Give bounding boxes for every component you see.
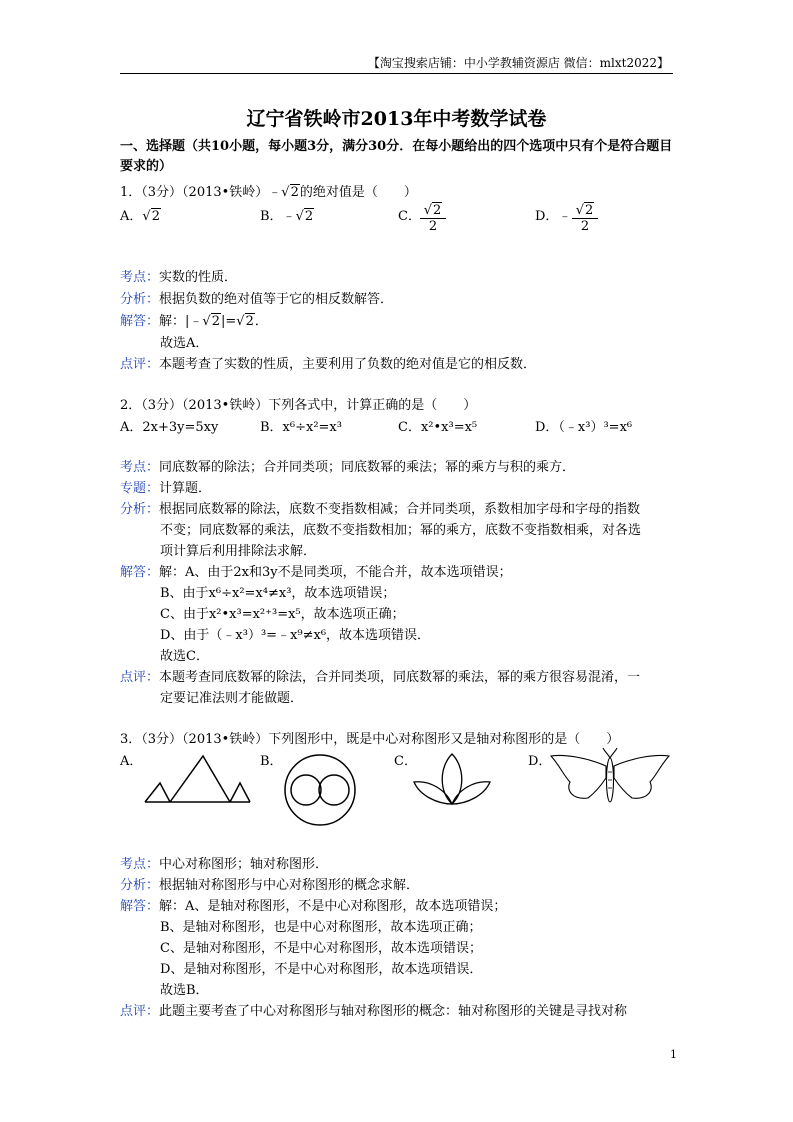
q1-option-b: B．﹣√2 (260, 209, 314, 224)
q2-jieda-line-4: D、由于（﹣x³）³=﹣x⁹≠x⁶，故本选项错误． (160, 628, 431, 643)
q3-figure-d-butterfly (548, 744, 673, 812)
q1-stem-radicand: 2 (290, 185, 299, 200)
q3-stem: 3．（3分）（2013•铁岭）下列图形中，既是中心对称图形又是轴对称图形的是（ ） (120, 732, 620, 747)
q3-jieda-line-5: 故选B． (160, 983, 209, 998)
q1-option-c-fraction (420, 203, 446, 234)
q2-kaodian (120, 456, 575, 475)
q3-kaodian-text: 中心对称图形；轴对称图形． (159, 857, 329, 872)
q3-jieda-line-1: 解：A、是轴对称图形，不是中心对称图形，故本选项错误； (159, 899, 507, 914)
label-dianping: 点评： (120, 670, 160, 685)
q3-jieda-line-3: C、是轴对称图形，不是中心对称图形，故本选项错误； (160, 941, 482, 956)
q3-figure-b-circles (282, 752, 358, 828)
q2-jieda-line-5: 故选C． (160, 649, 209, 664)
q2-fenxi-line-1: 根据同底数幂的除法，底数不变指数相减；合并同类项，系数相加字母和字母的指数 (159, 502, 641, 517)
label-fenxi: 分析： (120, 292, 160, 307)
q2-zhuanti-text: 计算题． (159, 481, 212, 496)
label-jieda: 解答： (120, 314, 160, 329)
q3-kaodian (120, 853, 328, 872)
q2-kaodian-text: 同底数幂的除法；合并同类项；同底数幂的乘法；幂的乘方与积的乘方． (159, 460, 576, 475)
q2-option-b: B．x⁶÷x²=x³ (260, 420, 342, 435)
q2-dianping-line-1: 本题考查同底数幂的除法，合并同类项，同底数幂的乘法，幂的乘方很容易混淆，一 (159, 670, 641, 685)
q1-stem-prefix: 1．（3分）（2013•铁岭）﹣ (120, 185, 282, 200)
label-dianping: 点评： (120, 1004, 160, 1019)
q1-jieda-radicand-1: 2 (211, 314, 220, 329)
q3-fenxi (120, 874, 419, 893)
q2-fenxi-line-3: 项计算后利用排除法求解． (160, 544, 317, 559)
q2-fenxi (120, 498, 640, 517)
q2-jieda (120, 561, 512, 580)
q3-fenxi-text: 根据轴对称图形与中心对称图形的概念求解． (159, 878, 420, 893)
q3-option-d-label: D． (528, 754, 552, 769)
q1-option-d-denominator: 2 (580, 219, 590, 234)
label-fenxi: 分析： (120, 502, 160, 517)
q3-dianping-text: 此题主要考查了中心对称图形与轴对称图形的概念：轴对称图形的关键是寻找对称 (159, 1004, 628, 1019)
section-heading: 一、选择题（共10小题，每小题3分，满分30分．在每小题给出的四个选项中只有个是符合题目要求的） (120, 139, 673, 174)
page-number: 1 (670, 1048, 677, 1061)
q2-option-c: C．x²•x³=x⁵ (398, 420, 478, 435)
q1-jieda-radicand-2: 2 (245, 314, 254, 329)
q2-jieda-line-2: B、由于x⁶÷x²=x⁴≠x³，故本选项错误； (160, 586, 396, 601)
header-divider (120, 73, 673, 74)
q1-option-a: A．√2 (120, 209, 160, 224)
q1-option-c-numerator: √2 (420, 203, 446, 219)
q1-jieda-answer: 故选A． (160, 336, 209, 351)
label-jieda: 解答： (120, 565, 160, 580)
q1-fenxi-text: 根据负数的绝对值等于它的相反数解答． (159, 292, 394, 307)
q2-option-d: D．（﹣x³）³=x⁶ (535, 420, 633, 435)
q1-option-d-radicand: 2 (585, 203, 594, 218)
q1-option-d-label: D．﹣ (535, 209, 572, 224)
q2-zhuanti (120, 477, 211, 496)
q2-jieda-line-1: 解：A、由于2x和3y不是同类项，不能合并，故本选项错误； (159, 565, 512, 580)
q1-dianping (120, 353, 536, 372)
q3-figure-c-lotus (410, 752, 495, 808)
q3-option-c-label: C． (394, 754, 417, 769)
q1-option-d-fraction (572, 203, 598, 234)
q3-option-b-label: B． (260, 754, 283, 769)
q1-option-d-numerator: √2 (572, 203, 598, 219)
q1-jieda-prefix: 解：|﹣ (159, 314, 203, 329)
q1-kaodian (120, 266, 237, 285)
label-kaodian: 考点： (120, 857, 160, 872)
q2-dianping (120, 666, 640, 685)
q2-fenxi-line-2: 不变；同底数幂的乘法，底数不变指数相加；幂的乘方，底数不变指数相乘，对各选 (160, 523, 642, 538)
q3-figure-a-mountains (140, 750, 255, 810)
header-shop-text: 【淘宝搜索店铺：中小学教辅资源店 微信：mlxt2022】 (367, 56, 669, 70)
q2-stem: 2．（3分）（2013•铁岭）下列各式中，计算正确的是（ ） (120, 398, 477, 413)
q1-option-a-label: A． (120, 209, 143, 224)
label-kaodian: 考点： (120, 270, 160, 285)
q3-jieda-line-2: B、是轴对称图形，也是中心对称图形，故本选项正确； (160, 920, 482, 935)
label-zhuanti: 专题： (120, 481, 160, 496)
q1-jieda-mid: |= (220, 314, 237, 329)
q1-option-c-denominator: 2 (428, 219, 438, 234)
q1-fenxi (120, 288, 393, 307)
q2-jieda-line-3: C、由于x²•x³=x²⁺³=x⁵，故本选项正确； (160, 607, 405, 622)
q1-stem-suffix: 的绝对值是（ ） (299, 185, 417, 200)
q1-jieda: 解答：解：|﹣√2|=√2． (120, 314, 268, 329)
label-dianping: 点评： (120, 357, 160, 372)
label-kaodian: 考点： (120, 460, 160, 475)
q3-jieda-line-4: D、是轴对称图形，不是中心对称图形，故本选项错误． (160, 962, 483, 977)
q1-dianping-text: 本题考查了实数的性质，主要利用了负数的绝对值是它的相反数． (159, 357, 537, 372)
page-title: 辽宁省铁岭市2013年中考数学试卷 (246, 108, 547, 130)
label-fenxi: 分析： (120, 878, 160, 893)
q1-jieda-suffix: ． (254, 314, 268, 329)
q2-option-a: A．2x+3y=5xy (120, 420, 219, 435)
q3-dianping (120, 1000, 627, 1019)
q1-stem: 1．（3分）（2013•铁岭）﹣√2的绝对值是（ ） (120, 185, 417, 200)
q1-option-b-label: B．﹣ (260, 209, 296, 224)
q1-option-b-radicand: 2 (304, 209, 314, 224)
label-jieda: 解答： (120, 899, 160, 914)
q1-option-c-radicand: 2 (433, 203, 442, 218)
q1-kaodian-text: 实数的性质． (159, 270, 238, 285)
q2-dianping-line-2: 定要记准法则才能做题． (160, 691, 304, 706)
q1-option-c-label: C． (398, 209, 421, 224)
q3-option-a-label: A． (120, 754, 143, 769)
q1-option-a-radicand: 2 (151, 209, 160, 224)
q3-jieda (120, 895, 506, 914)
